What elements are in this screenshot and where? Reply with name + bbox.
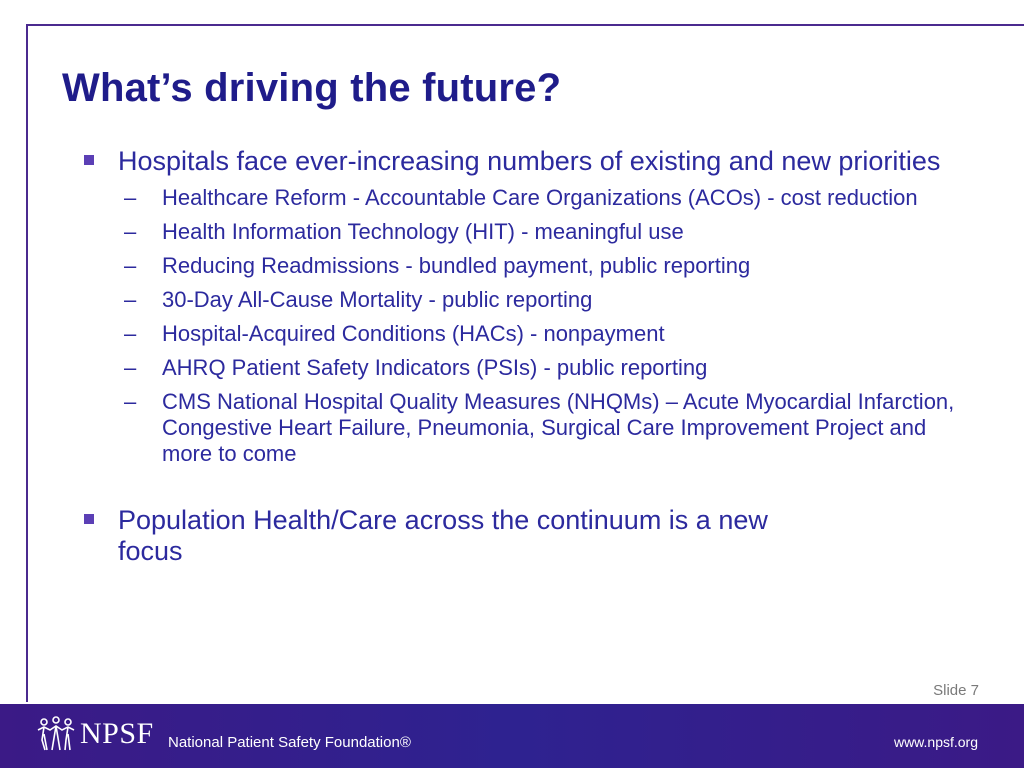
dash-bullet-icon: – — [124, 287, 137, 312]
footer-bar — [0, 704, 1024, 768]
sub-bullet-list — [80, 185, 960, 467]
sub-bullet-text: Healthcare Reform - Accountable Care Organizations (ACOs) - cost reduction — [162, 185, 918, 210]
logo-text: NPSF — [80, 717, 154, 750]
sub-bullet-item — [124, 355, 960, 381]
sub-bullet-text: 30-Day All-Cause Mortality - public reporting — [162, 287, 593, 312]
sub-bullet-item — [124, 287, 960, 313]
dash-bullet-icon: – — [124, 355, 137, 380]
foundation-name: National Patient Safety Foundation® — [168, 734, 411, 751]
slide-number: Slide 7 — [933, 682, 979, 699]
sub-bullet-item — [124, 185, 960, 211]
sub-bullet-item — [124, 219, 960, 245]
square-bullet-icon — [84, 514, 94, 524]
dash-bullet-icon: – — [124, 389, 137, 414]
sub-bullet-text: Hospital-Acquired Conditions (HACs) - nonpayment — [162, 321, 665, 346]
dash-bullet-icon: – — [124, 253, 137, 278]
bullet-item — [80, 505, 838, 567]
sub-bullet-text: AHRQ Patient Safety Indicators (PSIs) - public reporting — [162, 355, 708, 380]
bullet-text: Population Health/Care across the continuum is a new focus — [118, 505, 768, 566]
dash-bullet-icon: – — [124, 219, 137, 244]
website-url: www.npsf.org — [893, 734, 978, 750]
sub-bullet-text: CMS National Hospital Quality Measures (NHQMs) – Acute Myocardial Infarction, Congestive Heart Failure, Pneumonia, Surgical Care Improvement Project and more to come — [162, 389, 955, 466]
slide-content — [80, 146, 960, 567]
slide-title: What’s driving the future? — [62, 66, 562, 110]
bullet-text: Hospitals face ever-increasing numbers of existing and new priorities — [118, 146, 941, 176]
sub-bullet-text: Health Information Technology (HIT) - meaningful use — [162, 219, 684, 244]
npsf-logo — [36, 716, 154, 752]
sub-bullet-text: Reducing Readmissions - bundled payment, public reporting — [162, 253, 751, 278]
sub-bullet-item — [124, 389, 960, 467]
sub-bullet-item — [124, 321, 960, 347]
sub-bullet-item — [124, 253, 960, 279]
spacer — [80, 475, 960, 505]
bullet-item — [80, 146, 960, 177]
dash-bullet-icon: – — [124, 185, 137, 210]
npsf-figures-logo-icon — [36, 716, 76, 752]
square-bullet-icon — [84, 155, 94, 165]
dash-bullet-icon: – — [124, 321, 137, 346]
